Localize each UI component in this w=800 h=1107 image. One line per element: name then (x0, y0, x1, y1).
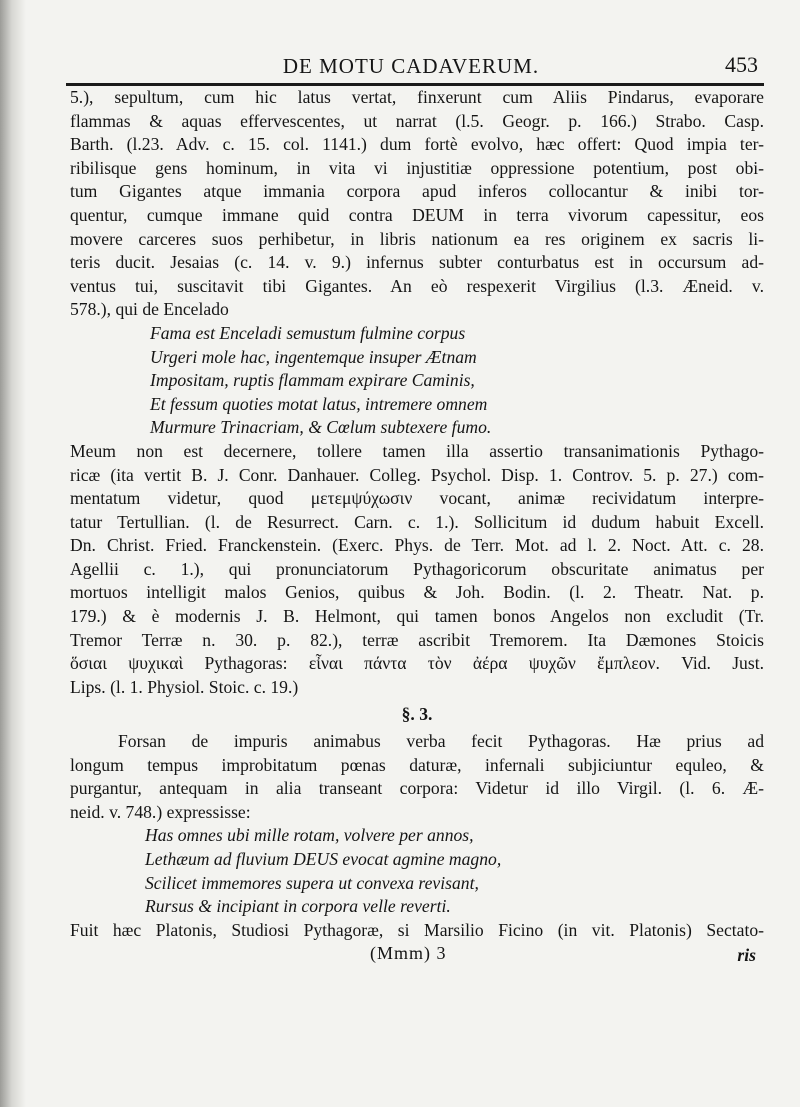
text-line: Forsan de impuris animabus verba fecit Pythagoras. Hæ prius ad (118, 731, 764, 752)
text-line: longum tempus improbitatum pœnas daturæ, infernali subjiciuntur equleo, & (70, 754, 764, 775)
verse-line: Fama est Enceladi semustum fulmine corpus (150, 322, 466, 343)
verse-line: Et fessum quoties motat latus, intremere omnem (150, 393, 488, 414)
verse-line: Murmure Trinacriam, & Cœlum subtexere fumo. (150, 417, 492, 438)
verse-line: Impositam, ruptis flammam expirare Caminis, (150, 370, 475, 391)
text-line: mortuos intelligit malos Genios, quibus & Joh. Bodin. (l. 2. Theatr. Nat. p. (70, 582, 764, 603)
text-line: quentur, cumque immane quid contra DEUM in terra vivorum capessitur, eos (70, 204, 764, 225)
text-line: neid. v. 748.) expressisse: (70, 801, 251, 822)
text-line: movere carceres suos perhibetur, in libris nationum ea res originem ex sacris li- (70, 228, 764, 249)
text-line: Fuit hæc Platonis, Studiosi Pythagoræ, si Marsilio Ficino (in vit. Platonis) Sectato- (70, 919, 764, 940)
verse-line: Lethæum ad fluvium DEUS evocat agmine magno, (145, 849, 502, 869)
page-footer (70, 942, 764, 966)
verse-line: Urgeri mole hac, ingentemque insuper Ætnam (150, 346, 477, 367)
binding-shadow (0, 0, 26, 1107)
text-line: mentatum videtur, quod μετεμψύχωσιν vocant, animæ recividatum interpre- (70, 488, 764, 509)
text-line: ricæ (ita vertit B. J. Conr. Danhauer. Colleg. Psychol. Disp. 1. Controv. 5. p. 27.) com- (70, 464, 764, 485)
text-line: 179.) & è modernis J. B. Helmont, qui tamen bonos Angelos non excludit (Tr. (70, 606, 764, 627)
verse-line: Has omnes ubi mille rotam, volvere per annos, (145, 825, 474, 846)
text-line: ventus tui, suscitavit tibi Gigantes. An eò respexerit Virgilius (l.3. Æneid. v. (70, 275, 764, 296)
signature-mark: (Mmm) 3 (370, 943, 447, 964)
verse-line: Scilicet immemores supera ut convexa revisant, (145, 872, 479, 893)
text-line: purgantur, antequam in alia transeant corpora: Videtur id illo Virgil. (l. 6. Æ- (70, 778, 764, 799)
section-mark: §. 3. (401, 704, 433, 725)
verse-line: Rursus & incipiant in corpora velle reverti. (145, 896, 451, 917)
text-line: tatur Tertullian. (l. de Resurrect. Carn. c. 1.). Sollicitum id dudum habuit Excell. (70, 511, 764, 532)
text-line: Tremor Terræ n. 30. p. 82.), terræ ascribit Tremorem. Ita Dæmones Stoicis (70, 629, 764, 650)
text-line: teris ducit. Jesaias (c. 14. v. 9.) infernus subter conturbatus est in occursum ad- (70, 252, 764, 273)
page-number: 453 (725, 52, 758, 77)
text-line: ὅσιαι ψυχικαὶ Pythagoras: εἶναι πάντα τὸν ἀέρα ψυχῶν ἔμπλεον. Vid. Just. (70, 653, 764, 674)
text-line: Dn. Christ. Fried. Franckenstein. (Exerc. Phys. de Terr. Mot. ad l. 2. Noct. Att. c. 28. (70, 535, 764, 556)
catchword: ris (737, 945, 756, 966)
text-line: Barth. (l.23. Adv. c. 15. col. 1141.) dum fortè evolvo, hæc offert: Quod impia ter- (70, 134, 764, 155)
text-line: Meum non est decernere, tollere tamen illa assertio transanimationis Pythago- (70, 440, 764, 461)
text-line: flammas & aquas effervescentes, ut narrat (l.5. Geogr. p. 166.) Strabo. Casp. (70, 110, 764, 131)
page-header (60, 48, 762, 82)
text-line: 578.), qui de Encelado (70, 299, 229, 320)
text-line: ribilisque gens hominum, in vita vi injustitiæ oppressione potentium, post obi- (70, 157, 764, 178)
body-text (70, 86, 764, 966)
text-line: Agellii c. 1.), qui pronunciatorum Pythagoricorum obscuritate animatus per (70, 558, 764, 579)
text-line: 5.), sepultum, cum hic latus vertat, finxerunt cum Aliis Pindarus, evaporare (70, 87, 764, 107)
text-line: tum Gigantes atque immania corpora apud inferos collocantur & inibi tor- (70, 181, 764, 202)
running-title: DE MOTU CADAVERUM. (282, 54, 540, 78)
text-line: Lips. (l. 1. Physiol. Stoic. c. 19.) (70, 676, 299, 697)
